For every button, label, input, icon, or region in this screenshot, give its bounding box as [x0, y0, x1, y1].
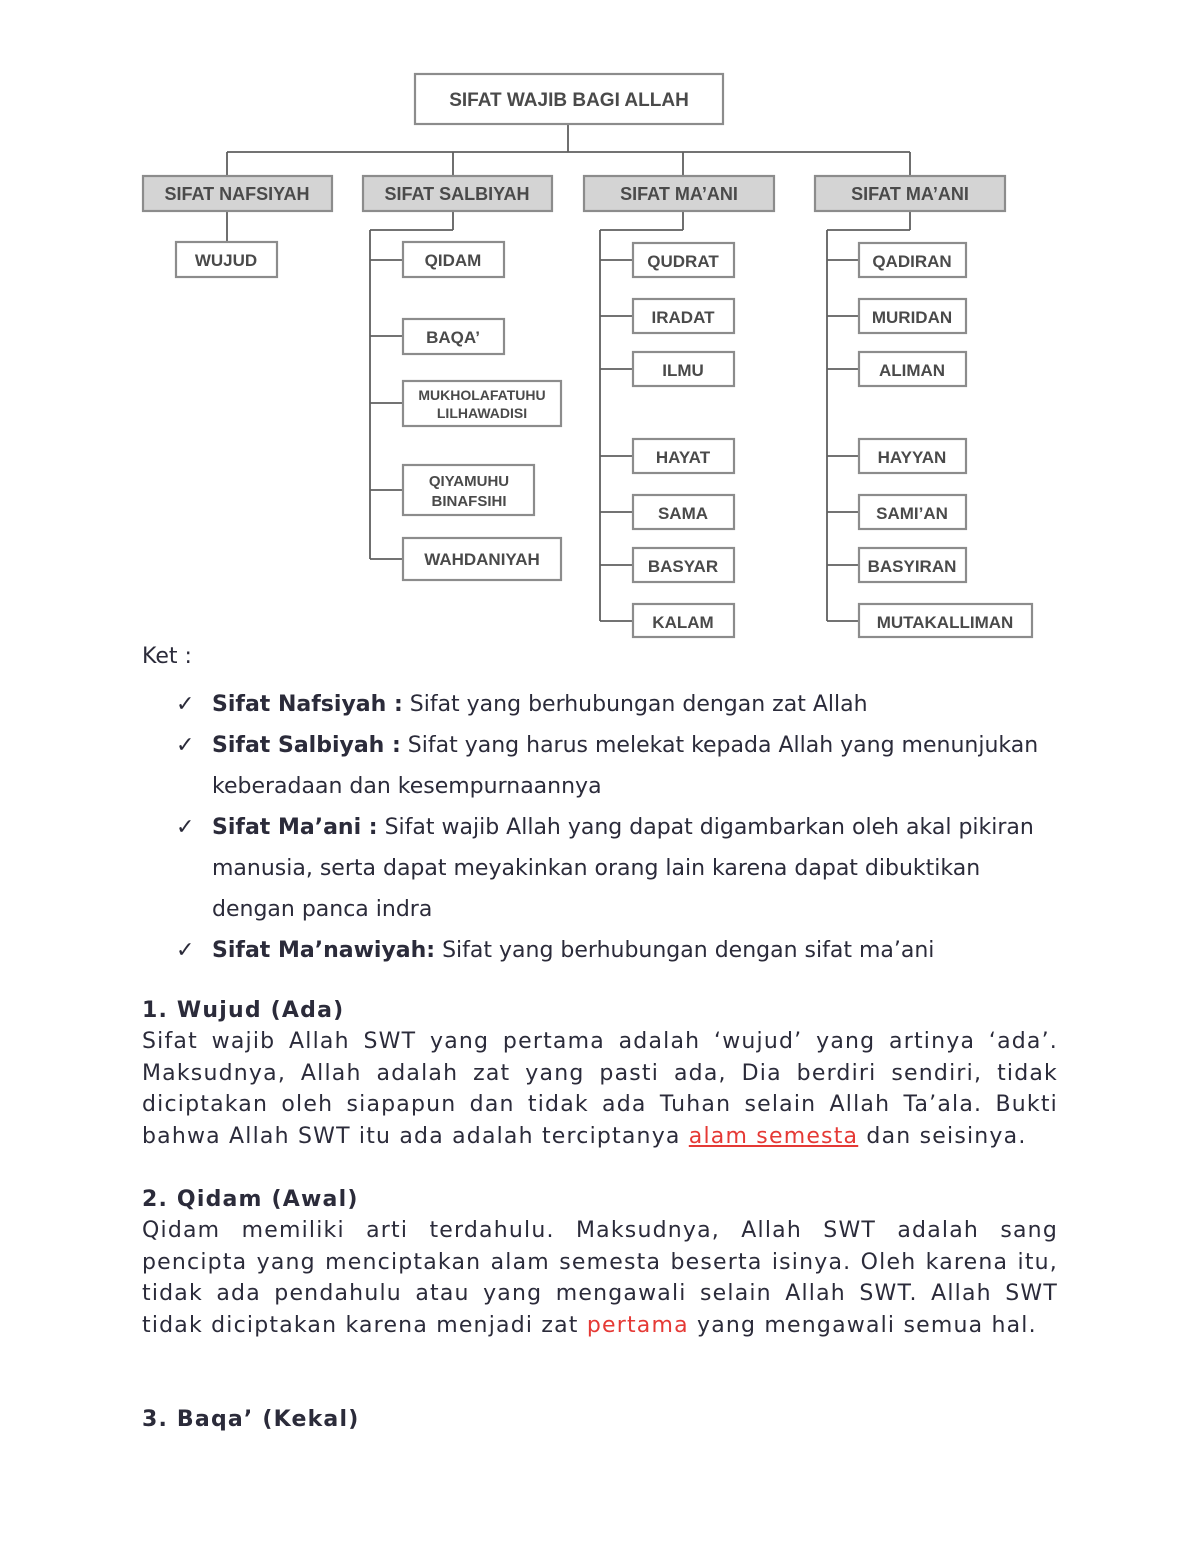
svg-text:IRADAT: IRADAT [651, 308, 715, 327]
node-qadiran [859, 243, 966, 277]
svg-text:MUTAKALLIMAN: MUTAKALLIMAN [876, 613, 1014, 632]
section-heading: 1. Wujud (Ada) [142, 998, 345, 1023]
group-header-maani-2 [815, 176, 1005, 211]
group-header-nafsiyah [143, 176, 332, 211]
svg-text:HAYYAN: HAYYAN [877, 448, 947, 467]
svg-text:MURIDAN: MURIDAN [871, 308, 953, 327]
node-qudrat [633, 243, 734, 277]
ket-term: Sifat Ma’ani : [212, 815, 378, 840]
section-baqa [142, 1404, 1058, 1435]
ket-term: Sifat Salbiyah : [212, 733, 401, 758]
section-wujud [142, 995, 1058, 1152]
svg-text:BAQA’: BAQA’ [426, 328, 480, 347]
svg-text:WAHDANIYAH: WAHDANIYAH [424, 550, 540, 569]
svg-text:SAMI’AN: SAMI’AN [876, 504, 948, 523]
ket-list [176, 684, 1056, 971]
checkmark-icon: ✓ [176, 733, 195, 758]
svg-text:ILMU: ILMU [662, 361, 704, 380]
svg-text:SIFAT MA’ANI: SIFAT MA’ANI [620, 184, 738, 204]
ket-desc: Sifat yang berhubungan dengan sifat ma’ani [435, 938, 935, 963]
svg-text:SIFAT SALBIYAH: SIFAT SALBIYAH [384, 184, 530, 204]
node-sama [633, 495, 734, 529]
section-body: Sifat wajib Allah SWT yang pertama adalah ‘wujud’ yang artinya ‘ada’. Maksudnya, Allah adalah zat yang pasti ada, Dia berdiri sendiri, tidak diciptakan oleh siapapun dan tidak ada Tuhan selain Allah Ta’ala. Bukti bahwa Allah SWT itu ada adalah terciptanya alam semesta dan seisinya. [142, 1029, 1058, 1149]
svg-text:SIFAT MA’ANI: SIFAT MA’ANI [851, 184, 969, 204]
node-iradat [633, 299, 734, 333]
group-header-salbiyah [363, 176, 552, 211]
node-samian [859, 495, 966, 529]
node-kalam [633, 604, 734, 637]
ket-term: Sifat Nafsiyah : [212, 692, 403, 717]
node-qiyamuhu [403, 465, 534, 515]
svg-text:QADIRAN: QADIRAN [872, 252, 952, 271]
section-heading: 2. Qidam (Awal) [142, 1187, 359, 1212]
svg-text:MUKHOLAFATUHU: MUKHOLAFATUHU [418, 387, 546, 403]
checkmark-icon: ✓ [176, 815, 195, 840]
node-basyar [633, 548, 734, 582]
section-qidam [142, 1184, 1058, 1341]
group-header-maani [584, 176, 774, 211]
ket-item-maani [176, 807, 1056, 930]
svg-text:SIFAT NAFSIYAH: SIFAT NAFSIYAH [164, 184, 310, 204]
node-mukholafatuhu [403, 381, 561, 426]
svg-text:BASYAR: BASYAR [647, 557, 719, 576]
svg-text:QIDAM: QIDAM [424, 251, 482, 270]
sifat-wajib-diagram [0, 0, 1200, 640]
alam-semesta-link[interactable]: alam semesta [688, 1123, 859, 1149]
svg-text:QIYAMUHU: QIYAMUHU [428, 473, 510, 490]
node-hayat [633, 439, 734, 473]
diagram-root-node [415, 74, 723, 124]
svg-text:ALIMAN: ALIMAN [878, 361, 946, 380]
node-mutakalliman [859, 604, 1032, 637]
svg-text:BINAFSIHI: BINAFSIHI [431, 493, 507, 510]
svg-text:HAYAT: HAYAT [655, 448, 711, 467]
node-basyiran [859, 548, 966, 582]
checkmark-icon: ✓ [176, 692, 195, 717]
section-body: Qidam memiliki arti terdahulu. Maksudnya, Allah SWT adalah sang pencipta yang menciptakan alam semesta beserta isinya. Oleh karena itu, tidak ada pendahulu atau yang mengawali selain Allah SWT. Allah SWT tidak diciptakan karena menjadi zat pertama yang mengawali semua hal. [142, 1218, 1058, 1338]
svg-text:LILHAWADISI: LILHAWADISI [436, 405, 528, 421]
node-baqa [403, 319, 504, 354]
svg-text:SAMA: SAMA [657, 504, 709, 523]
node-muridan [859, 299, 966, 333]
section-heading: 3. Baqa’ (Kekal) [142, 1407, 360, 1432]
checkmark-icon: ✓ [176, 938, 195, 963]
ket-term: Sifat Ma’nawiyah: [212, 938, 436, 963]
ket-item-manawiyah [176, 930, 1056, 971]
svg-text:KALAM: KALAM [652, 613, 714, 632]
node-hayyan [859, 439, 966, 473]
node-wujud [176, 242, 277, 277]
pertama-highlight: pertama [586, 1312, 689, 1338]
svg-text:WUJUD: WUJUD [194, 251, 258, 270]
node-qidam [403, 242, 504, 277]
ket-item-nafsiyah [176, 684, 1056, 725]
ket-item-salbiyah [176, 725, 1056, 807]
ket-desc: Sifat wajib Allah yang dapat digambarkan oleh akal pikiran manusia, serta dapat meyakinkan orang lain karena dapat dibuktikan dengan panca indra [212, 815, 1034, 922]
ket-label: Ket : [142, 644, 192, 664]
node-ilmu [633, 352, 734, 386]
ket-desc: Sifat yang berhubungan dengan zat Allah [402, 692, 868, 717]
node-wahdaniyah [403, 538, 561, 580]
svg-text:QUDRAT: QUDRAT [647, 252, 719, 271]
ket-desc: Sifat yang harus melekat kepada Allah yang menunjukan keberadaan dan kesempurnaannya [212, 733, 1039, 799]
node-aliman [859, 352, 966, 386]
svg-text:SIFAT WAJIB BAGI ALLAH: SIFAT WAJIB BAGI ALLAH [449, 90, 689, 111]
ket-label-cropped [142, 638, 222, 664]
svg-text:BASYIRAN: BASYIRAN [867, 557, 957, 576]
